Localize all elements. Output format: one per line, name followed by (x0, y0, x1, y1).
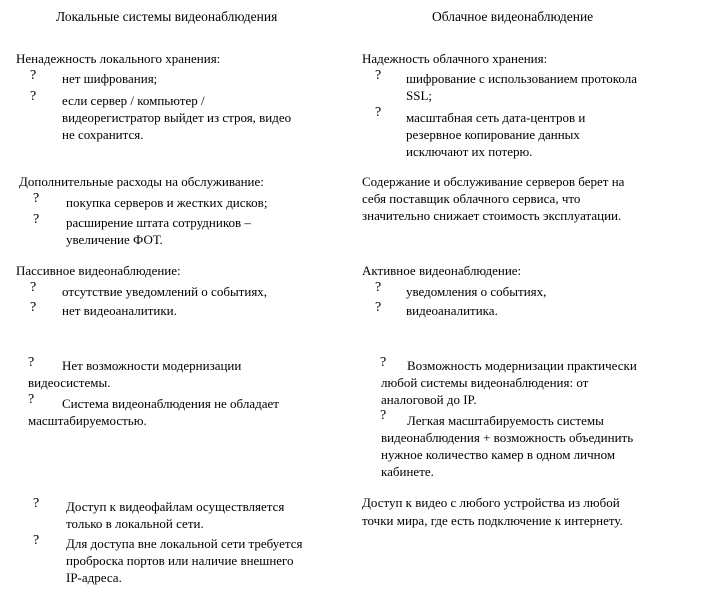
bullet-icon: ? (28, 392, 35, 407)
list-item-cont: нужное количество камер в одном личном (381, 447, 616, 462)
paragraph-line: Доступ к видео с любого устройства из любой (362, 495, 620, 510)
right-column-header: Облачное видеонаблюдение (432, 9, 594, 24)
paragraph-line: Содержание и обслуживание серверов берет на (362, 174, 625, 189)
bullet-icon: ? (375, 300, 382, 315)
bullet-icon: ? (28, 355, 35, 370)
bullet-icon: ? (33, 496, 40, 511)
list-item-cont: кабинете. (381, 464, 434, 479)
list-item: нет шифрования; (62, 71, 158, 86)
block-title: Ненадежность локального хранения: (16, 51, 221, 66)
bullet-icon: ? (380, 355, 387, 370)
list-item-cont: резервное копирование данных (406, 127, 580, 142)
list-item: Возможность модернизации практически (407, 358, 637, 373)
list-item-cont: IP-адреса. (66, 570, 122, 585)
list-item: расширение штата сотрудников – (66, 215, 251, 230)
block-title: Дополнительные расходы на обслуживание: (19, 174, 264, 189)
list-item: Система видеонаблюдения не обладает (62, 396, 279, 411)
bullet-icon: ? (30, 280, 37, 295)
list-item: Для доступа вне локальной сети требуется (66, 536, 303, 551)
list-item-cont: видеонаблюдения + возможность объединить (381, 430, 634, 445)
list-item: отсутствие уведомлений о событиях, (62, 284, 268, 299)
list-item: масштабная сеть дата-центров и (406, 110, 586, 125)
list-item-cont: любой системы видеонаблюдения: от (381, 375, 589, 390)
list-item-cont: видеорегистратор выйдет из строя, видео (62, 110, 292, 125)
bullet-icon: ? (375, 68, 382, 83)
list-item-cont: увеличение ФОТ. (66, 232, 163, 247)
bullet-icon: ? (380, 408, 387, 423)
list-item: уведомления о событиях, (406, 284, 547, 299)
block-title: Надежность облачного хранения: (362, 51, 548, 66)
bullet-icon: ? (30, 89, 37, 104)
left-column-header: Локальные системы видеонаблюдения (56, 9, 278, 24)
list-item-cont: не сохранится. (62, 127, 144, 142)
list-item-cont: только в локальной сети. (66, 516, 204, 531)
paragraph-line: точки мира, где есть подключение к интернету. (362, 513, 623, 528)
list-item: Легкая масштабируемость системы (407, 413, 604, 428)
list-item: нет видеоаналитики. (62, 303, 177, 318)
bullet-icon: ? (30, 300, 37, 315)
list-item: если сервер / компьютер / (62, 93, 205, 108)
list-item-cont: видеосистемы. (28, 375, 111, 390)
block-title: Активное видеонаблюдение: (362, 263, 522, 278)
bullet-icon: ? (375, 105, 382, 120)
list-item-cont: SSL; (406, 88, 433, 103)
block-title: Пассивное видеонаблюдение: (16, 263, 181, 278)
list-item-cont: аналоговой до IP. (381, 392, 477, 407)
paragraph-line: себя поставщик облачного сервиса, что (362, 191, 581, 206)
list-item-cont: проброска портов или наличие внешнего (66, 553, 294, 568)
list-item: Доступ к видеофайлам осуществляется (66, 499, 285, 514)
list-item-cont: масштабируемостью. (28, 413, 147, 428)
bullet-icon: ? (33, 212, 40, 227)
list-item-cont: исключают их потерю. (406, 144, 533, 159)
list-item: видеоаналитика. (406, 303, 498, 318)
list-item: Нет возможности модернизации (62, 358, 242, 373)
bullet-icon: ? (33, 191, 40, 206)
bullet-icon: ? (33, 533, 40, 548)
list-item: шифрование с использованием протокола (406, 71, 638, 86)
bullet-icon: ? (30, 68, 37, 83)
bullet-icon: ? (375, 280, 382, 295)
list-item: покупка серверов и жестких дисков; (66, 195, 268, 210)
paragraph-line: значительно снижает стоимость эксплуатации. (362, 208, 622, 223)
